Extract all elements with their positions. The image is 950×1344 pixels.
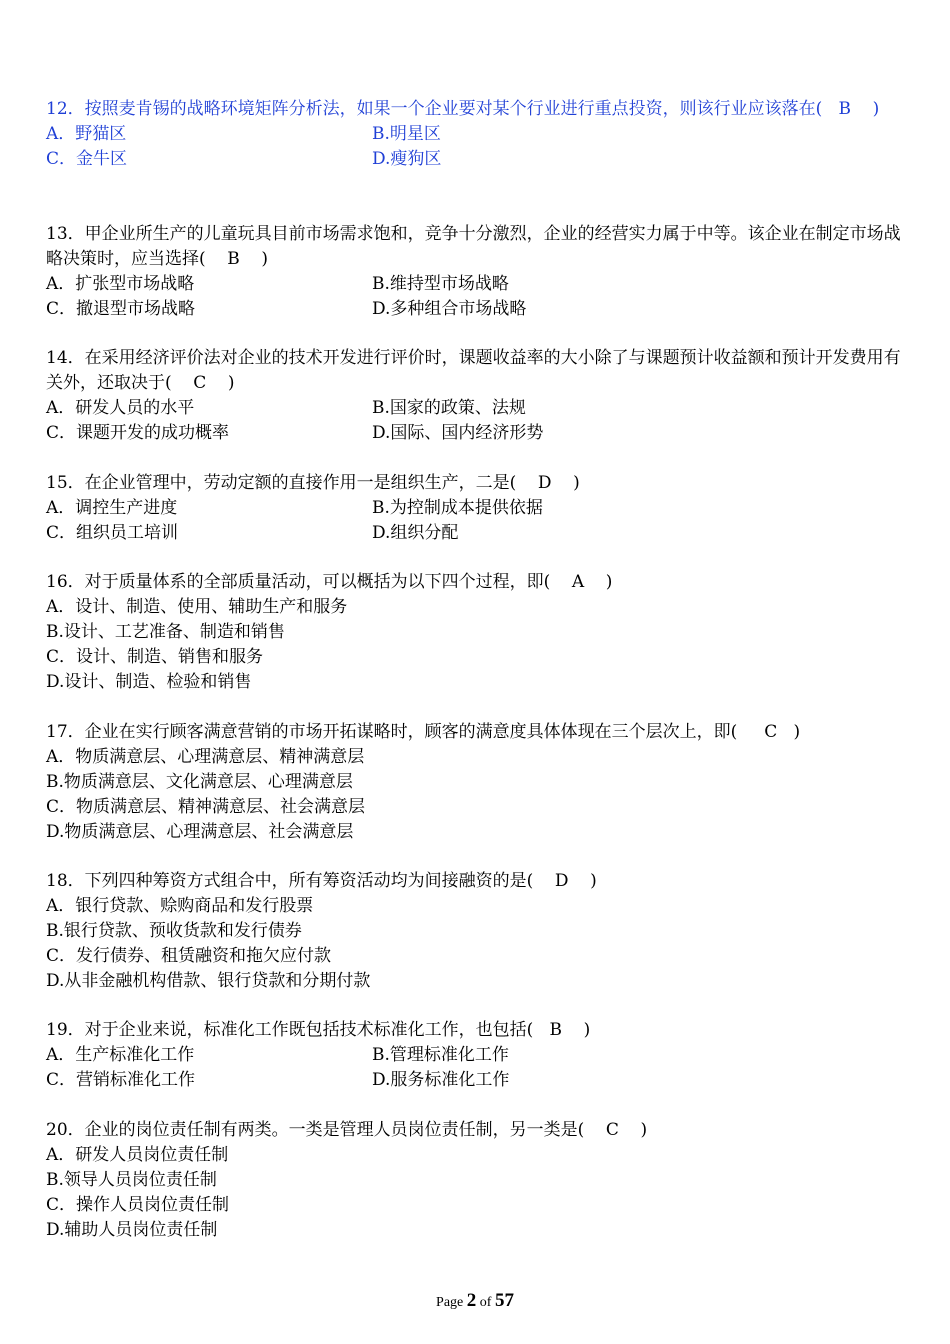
option-b: B.为控制成本提供依据 — [372, 498, 543, 518]
option-c: C．营销标准化工作 — [46, 1070, 196, 1090]
question-stem: 18．下列四种筹资方式组合中，所有筹资活动均为间接融资的是( D ) — [46, 871, 597, 891]
option-a: A．野猫区 — [46, 124, 127, 144]
question-14 — [46, 346, 912, 446]
option-d: D.服务标准化工作 — [372, 1070, 510, 1090]
total-pages: 57 — [494, 1290, 514, 1311]
option-c: C．组织员工培训 — [46, 523, 179, 543]
option-a: A．扩张型市场战略 — [46, 274, 195, 294]
option-b: B.维持型市场战略 — [372, 274, 509, 294]
option-b: B.设计、工艺准备、制造和销售 — [46, 622, 285, 642]
option-c: C．金牛区 — [46, 149, 128, 169]
option-c: C．撤退型市场战略 — [46, 299, 196, 319]
option-c: C．物质满意层、精神满意层、社会满意层 — [46, 797, 366, 817]
option-row — [46, 147, 912, 172]
option-a: A．生产标准化工作 — [46, 1045, 195, 1065]
option-c: C．发行债券、租赁融资和拖欠应付款 — [46, 946, 332, 966]
option-d: D.物质满意层、心理满意层、社会满意层 — [46, 822, 354, 842]
option-a: A．银行贷款、赊购商品和发行股票 — [46, 896, 314, 916]
question-19 — [46, 1018, 912, 1093]
option-b: B.管理标准化工作 — [372, 1045, 509, 1065]
page-number: 2 — [466, 1290, 477, 1311]
option-b: B.明星区 — [372, 124, 441, 144]
question-stem: 17．企业在实行顾客满意营销的市场开拓谋略时，顾客的满意度具体体现在三个层次上，即( C ) — [46, 722, 801, 742]
question-stem: 15．在企业管理中，劳动定额的直接作用一是组织生产，二是( D ) — [46, 473, 580, 493]
option-c: C．课题开发的成功概率 — [46, 423, 230, 443]
option-d: D.组织分配 — [372, 523, 459, 543]
option-row — [46, 122, 912, 147]
of-word: of — [476, 1295, 495, 1310]
question-stem: 20．企业的岗位责任制有两类。一类是管理人员岗位责任制，另一类是( C ) — [46, 1120, 648, 1140]
option-b: B.物质满意层、文化满意层、心理满意层 — [46, 772, 353, 792]
option-d: D.国际、国内经济形势 — [372, 423, 544, 443]
question-12 — [46, 97, 912, 172]
option-b: B.领导人员岗位责任制 — [46, 1170, 217, 1190]
question-15 — [46, 471, 912, 546]
option-a: A．研发人员的水平 — [46, 398, 195, 418]
option-a: A．调控生产进度 — [46, 498, 178, 518]
option-b: B.银行贷款、预收货款和发行债券 — [46, 921, 302, 941]
option-d: D.辅助人员岗位责任制 — [46, 1220, 218, 1240]
option-row — [46, 1043, 912, 1068]
option-row — [46, 421, 912, 446]
option-c: C．设计、制造、销售和服务 — [46, 647, 264, 667]
option-a: A．设计、制造、使用、辅助生产和服务 — [46, 597, 348, 617]
option-row — [46, 521, 912, 546]
option-row — [46, 297, 912, 322]
option-a: A．物质满意层、心理满意层、精神满意层 — [46, 747, 365, 767]
question-18 — [46, 869, 912, 994]
question-16 — [46, 570, 912, 695]
option-b: B.国家的政策、法规 — [372, 398, 526, 418]
page-footer — [0, 1290, 950, 1312]
question-17 — [46, 720, 912, 845]
option-c: C．操作人员岗位责任制 — [46, 1195, 230, 1215]
question-stem: 12．按照麦肯锡的战略环境矩阵分析法，如果一个企业要对某个行业进行重点投资，则该行业应该落在( B ) — [46, 99, 880, 119]
question-20 — [46, 1118, 912, 1243]
question-13 — [46, 222, 912, 322]
question-stem: 13．甲企业所生产的儿童玩具目前市场需求饱和，竞争十分激烈，企业的经营实力属于中等。该企业在制定市场战略决策时，应当选择( B ) — [46, 224, 901, 269]
question-stem: 19．对于企业来说，标准化工作既包括技术标准化工作，也包括( B ) — [46, 1020, 591, 1040]
page-word: Page — [436, 1295, 467, 1310]
question-stem: 16．对于质量体系的全部质量活动，可以概括为以下四个过程，即( A ) — [46, 572, 613, 592]
question-stem: 14．在采用经济评价法对企业的技术开发进行评价时，课题收益率的大小除了与课题预计收益额和预计开发费用有关外，还取决于( C ) — [46, 348, 901, 393]
option-d: D.多种组合市场战略 — [372, 299, 527, 319]
option-a: A．研发人员岗位责任制 — [46, 1145, 229, 1165]
option-row — [46, 272, 912, 297]
option-row — [46, 396, 912, 421]
option-d: D.设计、制造、检验和销售 — [46, 672, 252, 692]
option-d: D.瘦狗区 — [372, 149, 442, 169]
option-row — [46, 496, 912, 521]
option-d: D.从非金融机构借款、银行贷款和分期付款 — [46, 971, 371, 991]
option-row — [46, 1068, 912, 1093]
